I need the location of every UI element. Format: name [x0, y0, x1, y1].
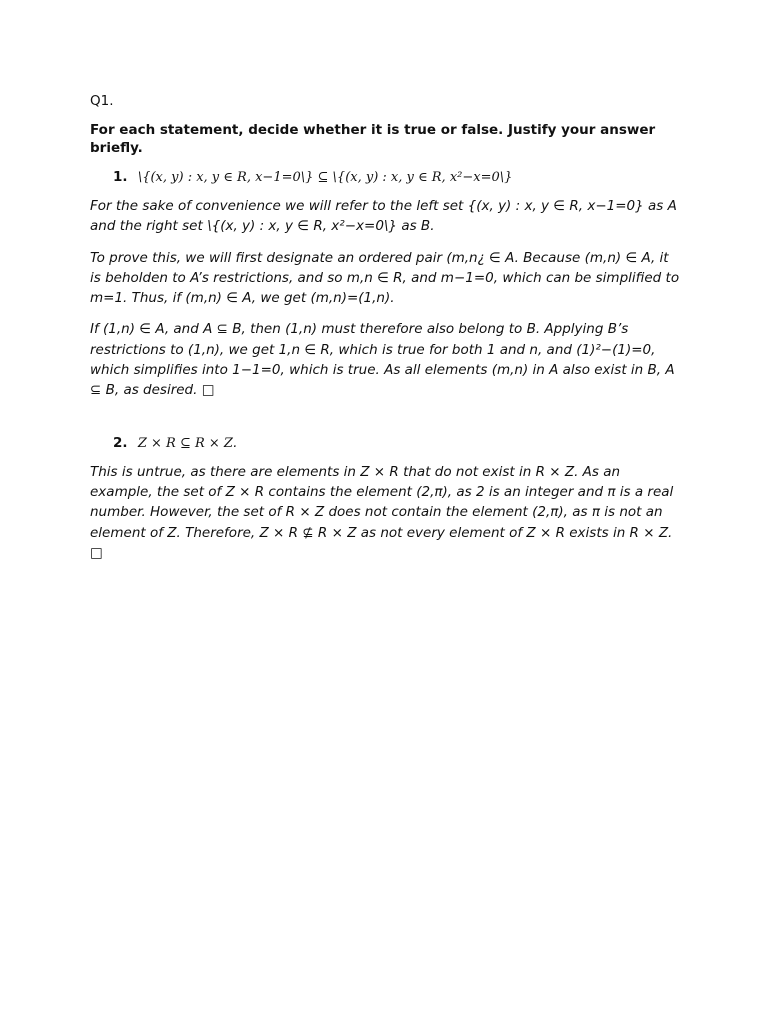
item-2-heading: [113, 434, 680, 453]
question-label: Q1.: [90, 93, 114, 109]
item-2-statement: Z × R ⊆ R × Z.: [137, 435, 237, 451]
item-1-statement: \{(x, y) : x, y ∈ R, x−1=0\} ⊆ \{(x, y) : x, y ∈ R, x²−x=0\}: [137, 170, 513, 185]
section-gap: [90, 412, 680, 434]
item-2-number: 2.: [113, 434, 128, 451]
item-1-paragraph-2: To prove this, we will first designate an ordered pair (m,n¿ ∈ A. Because (m,n) ∈ A, it is beholden to A’s restrictions, and so m,n ∈ R, and m−1=0, which can be simplified to m=1. Thus, if (m,n) ∈ A, we get (m,n)=(1,n).: [90, 249, 680, 307]
item-2-paragraph-1: This is untrue, as there are elements in Z × R that do not exist in R × Z. As an example, the set of Z × R contains the element (2,π), as 2 is an integer and π is a real number. However, the set of R × Z does not contain the element (2,π), as π is not an element of Z. Therefore, Z × R ⊈ R × Z as not every element of Z × R exists in R × Z. □: [90, 463, 674, 561]
item-1: [90, 168, 680, 401]
document-page: [90, 92, 680, 574]
instruction-text: For each statement, decide whether it is true or false. Justify your answer briefly.: [90, 122, 656, 156]
item-2: [90, 434, 680, 563]
item-1-paragraph-3: If (1,n) ∈ A, and A ⊆ B, then (1,n) must therefore also belong to B. Applying B’s restrictions to (1,n), we get 1,n ∈ R, which is true for both 1 and n, and (1)²−(1)=0, which simplifies into 1−1=0, which is true. As all elements (m,n) in A also exist in B, A ⊆ B, as desired. □: [90, 321, 675, 399]
item-1-heading: [113, 168, 680, 187]
item-1-number: 1.: [113, 169, 128, 185]
item-1-paragraph-1: For the sake of convenience we will refer to the left set {(x, y) : x, y ∈ R, x−1=0} as A and the right set \{(x, y) : x, y ∈ R, x²−x=0\} as B.: [90, 198, 677, 235]
